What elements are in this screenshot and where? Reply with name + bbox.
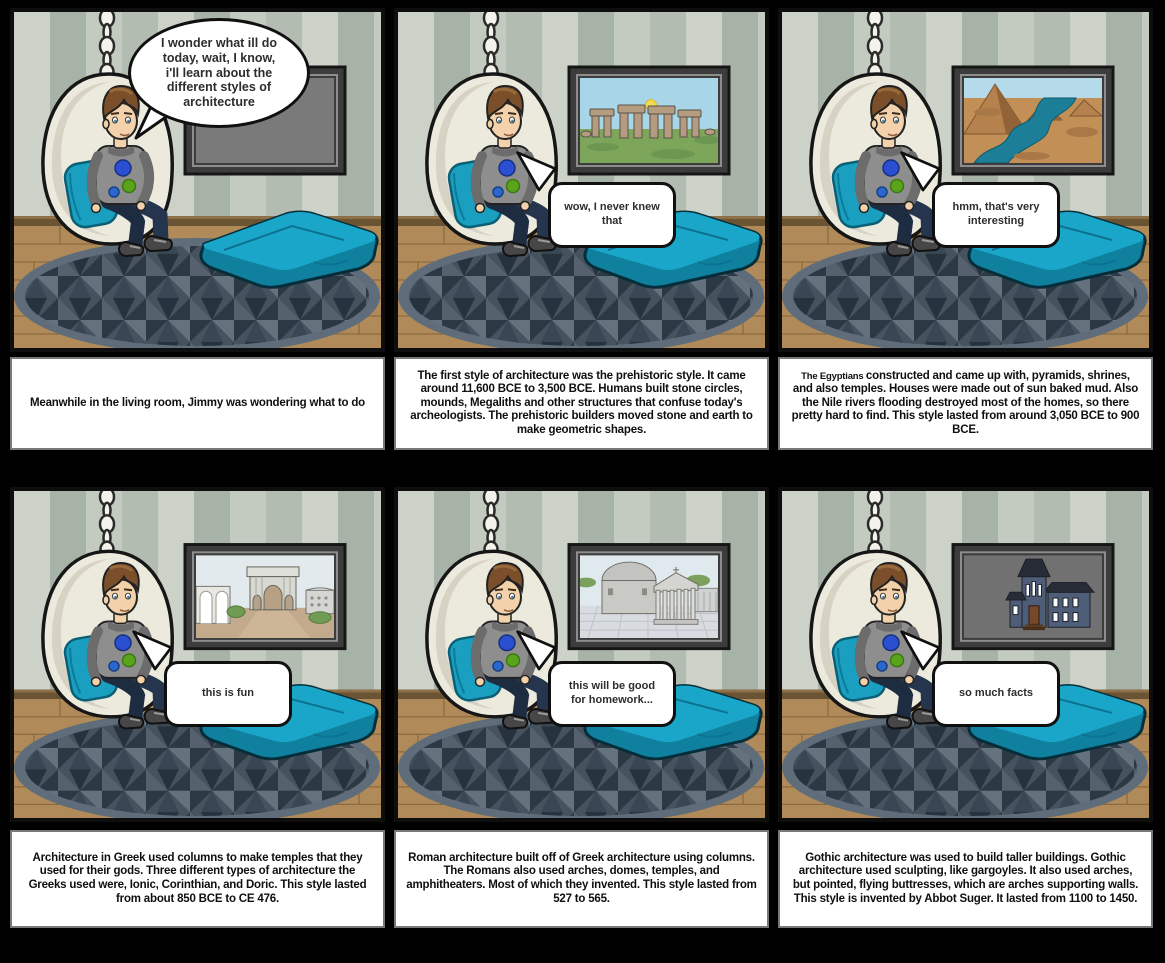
speech-bubble[interactable] — [932, 182, 1060, 248]
tv-image-roman-pantheon — [576, 555, 718, 638]
comic-panel-3[interactable] — [778, 8, 1153, 352]
caption-box-1[interactable] — [10, 357, 385, 450]
living-room-scene — [782, 12, 1149, 348]
caption-text — [790, 852, 1141, 906]
speech-bubble[interactable] — [548, 182, 676, 248]
caption-text — [30, 397, 365, 411]
hanging-chain — [100, 12, 114, 80]
storyboard-cell-1 — [10, 8, 385, 450]
speech-bubble[interactable] — [164, 661, 292, 727]
storyboard-row-1 — [10, 8, 1155, 450]
hanging-chain — [484, 491, 498, 557]
speech-text: hmm, that's very interesting — [952, 201, 1040, 227]
living-room-scene — [14, 491, 381, 818]
caption-main-text: constructed and came up with, pyramids, shrines, and also temples. Houses were made out of sun baked mud. Also the Nile rivers flooding destroyed most of the homes, so there pretty hard to find. This style lasted from around 3,050 BCE to 900 BCE. — [791, 369, 1140, 436]
caption-box-4[interactable] — [10, 830, 385, 928]
caption-text — [406, 370, 757, 438]
caption-box-6[interactable] — [778, 830, 1153, 928]
storyboard-cell-3 — [778, 8, 1153, 450]
storyboard-cell-2 — [394, 8, 769, 450]
living-room-scene — [398, 491, 765, 818]
speech-text: so much facts — [959, 687, 1033, 700]
caption-main-text: Gothic architecture was used to build taller buildings. Gothic architecture used sculpting, like gargoyles. It also used arches, but pointed, flying buttresses, which are arches supporting walls. This style is invented by Abbot Suger. It lasted from 1100 to 1450. — [792, 851, 1139, 905]
caption-box-5[interactable] — [394, 830, 769, 928]
hanging-chain — [100, 491, 114, 557]
caption-main-text: Architecture in Greek used columns to make temples that they used for their gods. Three different types of architecture the Greeks used were, Ionic, Corinthian, and Doric. This style lasted from about 850 BCE to CE 476. — [28, 851, 367, 905]
comic-panel-6[interactable] — [778, 487, 1153, 822]
speech-text: I wonder what ill do today, wait, I know, i'll learn about the different styles of architecture — [161, 36, 277, 110]
storyboard-cell-4 — [10, 487, 385, 928]
caption-small-text: The Egyptians — [801, 370, 866, 382]
comic-panel-5[interactable] — [394, 487, 769, 822]
speech-bubble[interactable] — [548, 661, 676, 727]
caption-main-text: Roman architecture built off of Greek architecture using columns. The Romans also used arches, domes, temples, and amphitheaters. Most of which they invented. This style lasted from 527 to 565. — [406, 851, 757, 905]
storyboard-cell-6 — [778, 487, 1153, 928]
speech-text: wow, I never knew that — [564, 201, 660, 227]
storyboard-row-2 — [10, 487, 1155, 928]
living-room-scene — [782, 491, 1149, 818]
speech-text: this is fun — [202, 687, 254, 700]
caption-text — [22, 852, 373, 906]
living-room-scene — [398, 12, 765, 348]
storyboard-cell-5 — [394, 487, 769, 928]
caption-main-text: The first style of architecture was the prehistoric style. It came around 11,600 BCE to 3,500 BCE. Humans built stone circles, mounds, Megaliths and other structures that confuse today's archeologists. The prehistoric builders moved stone and earth to make geometric shapes. — [410, 369, 753, 436]
tv-image-roman-arch — [196, 555, 334, 638]
speech-text: this will be good for homework... — [568, 680, 656, 706]
hanging-chain — [868, 12, 882, 80]
caption-box-2[interactable] — [394, 357, 769, 450]
caption-text — [406, 852, 757, 906]
hanging-chain — [484, 12, 498, 80]
caption-text — [790, 370, 1141, 438]
tv-image-stonehenge — [580, 78, 722, 163]
comic-panel-1[interactable] — [10, 8, 385, 352]
comic-panel-2[interactable] — [394, 8, 769, 352]
hanging-chain — [868, 491, 882, 557]
comic-panel-4[interactable] — [10, 487, 385, 822]
tv-image-gothic-house — [964, 555, 1102, 638]
speech-bubble[interactable] — [128, 18, 310, 128]
caption-box-3[interactable] — [778, 357, 1153, 450]
tv-image-nile-pyramids — [964, 78, 1102, 163]
speech-bubble[interactable] — [932, 661, 1060, 727]
caption-main-text: Meanwhile in the living room, Jimmy was wondering what to do — [30, 396, 365, 409]
